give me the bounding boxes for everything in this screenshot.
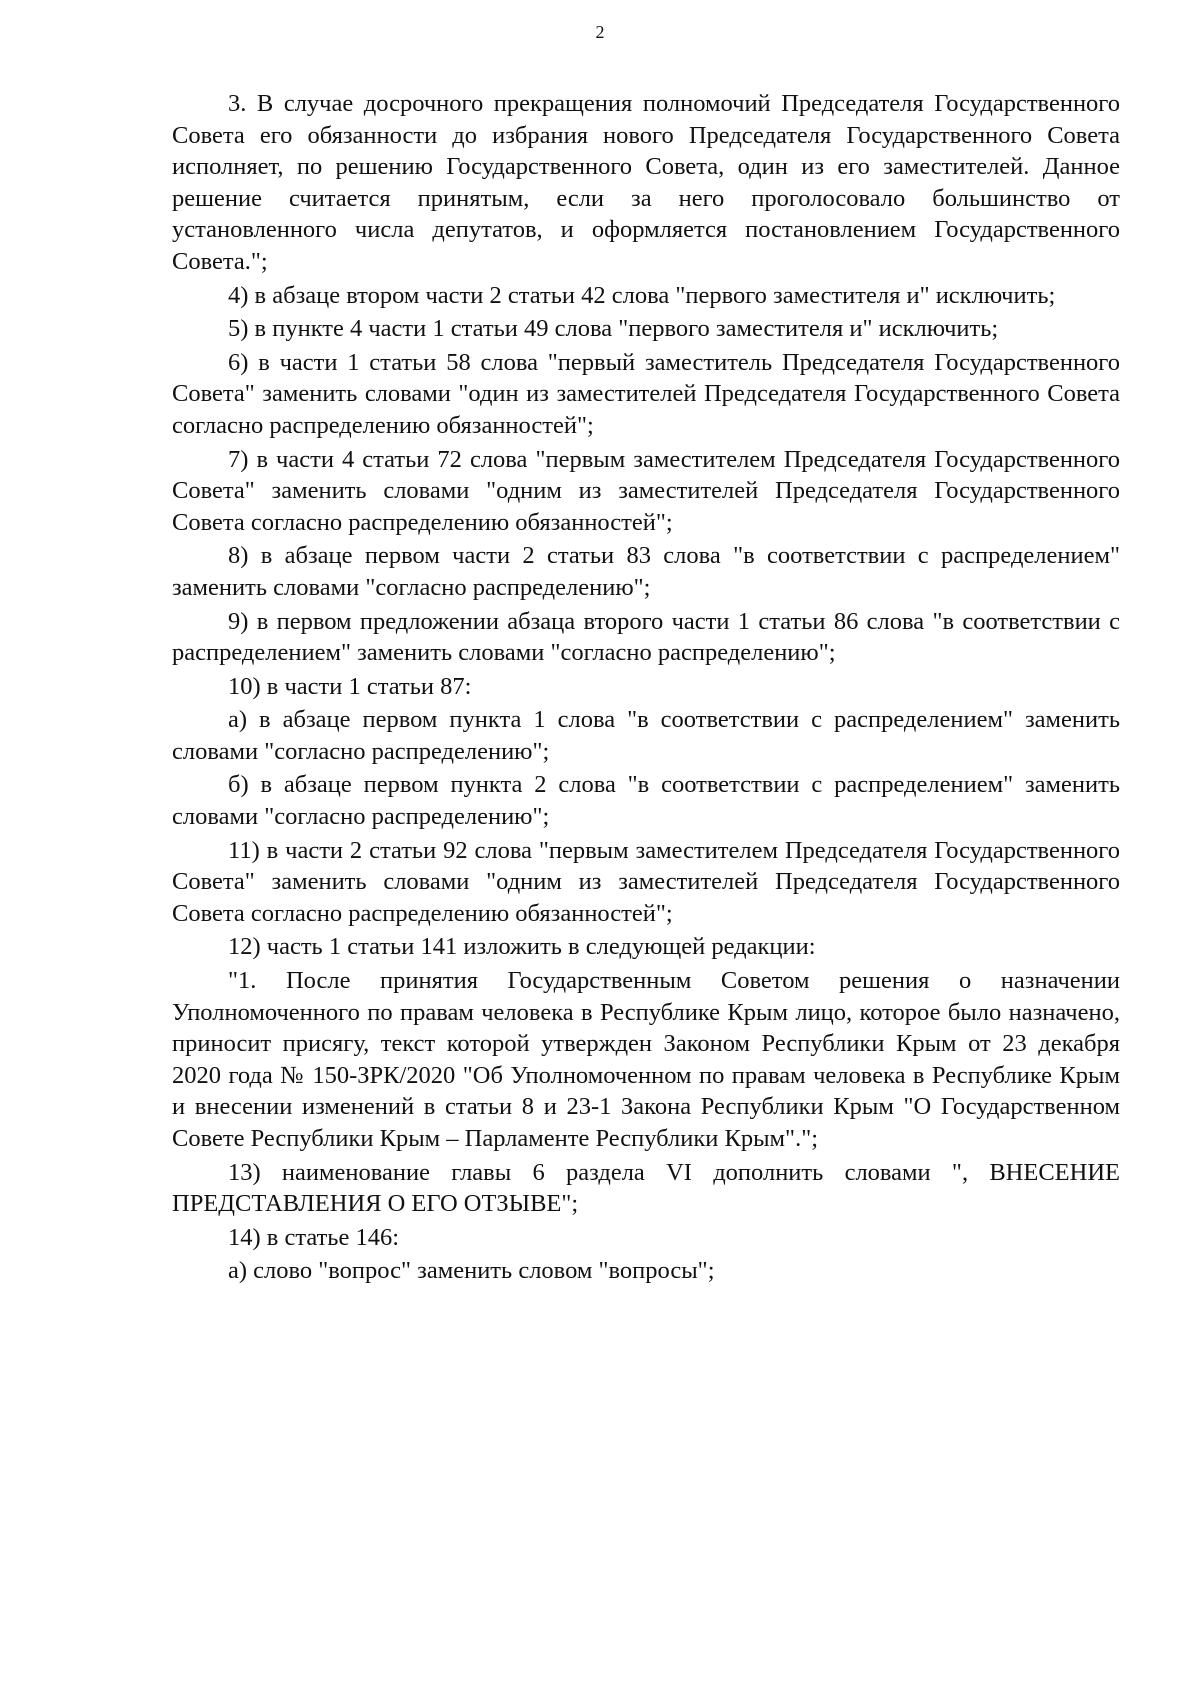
paragraph-item-5: 5) в пункте 4 части 1 статьи 49 слова "первого заместителя и" исключить; bbox=[228, 315, 999, 343]
paragraph-3-clause: 3. В случае досрочного прекращения полномочий Председателя Государственного Совета его обязанности до избрания нового Председателя Государственного Совета исполняет, по решению Государственного Совета, один из его заместителей. Данное решение считается принятым, если за него проголосовало большинство от установленного числа депутатов, и оформляется постановлением Государственного Совета."; bbox=[172, 90, 1120, 275]
paragraph-item-4: 4) в абзаце втором части 2 статьи 42 слова "первого заместителя и" исключить; bbox=[228, 281, 1056, 309]
document-body bbox=[172, 88, 1120, 1289]
paragraph-item-14: 14) в статье 146: bbox=[228, 1223, 400, 1251]
paragraph-item-7: 7) в части 4 статьи 72 слова "первым заместителем Председателя Государственного Совета" заменить словами "одним из заместителей Председателя Государственного Совета согласно распределению обязанностей"; bbox=[172, 445, 1120, 536]
paragraph-item-10: 10) в части 1 статьи 87: bbox=[228, 672, 472, 700]
paragraph-item-10b: б) в абзаце первом пункта 2 слова "в соответствии с распределением" заменить словами "согласно распределению"; bbox=[172, 771, 1120, 831]
paragraph-item-9: 9) в первом предложении абзаца второго части 1 статьи 86 слова "в соответствии с распределением" заменить словами "согласно распределению"; bbox=[172, 607, 1120, 667]
paragraph-item-6: 6) в части 1 статьи 58 слова "первый заместитель Председателя Государственного Совета" заменить словами "один из заместителей Председателя Государственного Совета согласно распределению обязанностей"; bbox=[172, 348, 1120, 439]
paragraph-item-8: 8) в абзаце первом части 2 статьи 83 слова "в соответствии с распределением" заменить словами "согласно распределению"; bbox=[172, 542, 1120, 601]
paragraph-item-12-text: "1. После принятия Государственным Советом решения о назначении Уполномоченного по правам человека в Республике Крым лицо, которое было назначено, приносит присягу, текст которой утвержден Законом Республики Крым от 23 декабря 2020 года № 150-ЗРК/2020 "Об Уполномоченном по правам человека в Республике Крым и внесении изменений в статьи 8 и 23-1 Закона Республики Крым "О Государственном Совете Республики Крым – Парламенте Республики Крым"."; bbox=[172, 967, 1120, 1152]
page-number: 2 bbox=[595, 22, 605, 42]
paragraph-item-13: 13) наименование главы 6 раздела VI дополнить словами ", ВНЕСЕНИЕ ПРЕДСТАВЛЕНИЯ О ЕГО ОТЗЫВЕ"; bbox=[172, 1158, 1120, 1218]
paragraph-item-14a: а) слово "вопрос" заменить словом "вопросы"; bbox=[228, 1257, 715, 1285]
paragraph-item-12: 12) часть 1 статьи 141 изложить в следующей редакции: bbox=[228, 933, 816, 961]
paragraph-item-11: 11) в части 2 статьи 92 слова "первым заместителем Председателя Государственного Совета" заменить словами "одним из заместителей Председателя Государственного Совета согласно распределению обязанностей"; bbox=[172, 836, 1120, 927]
paragraph-item-10a: а) в абзаце первом пункта 1 слова "в соответствии с распределением" заменить словами "согласно распределению"; bbox=[172, 706, 1120, 765]
